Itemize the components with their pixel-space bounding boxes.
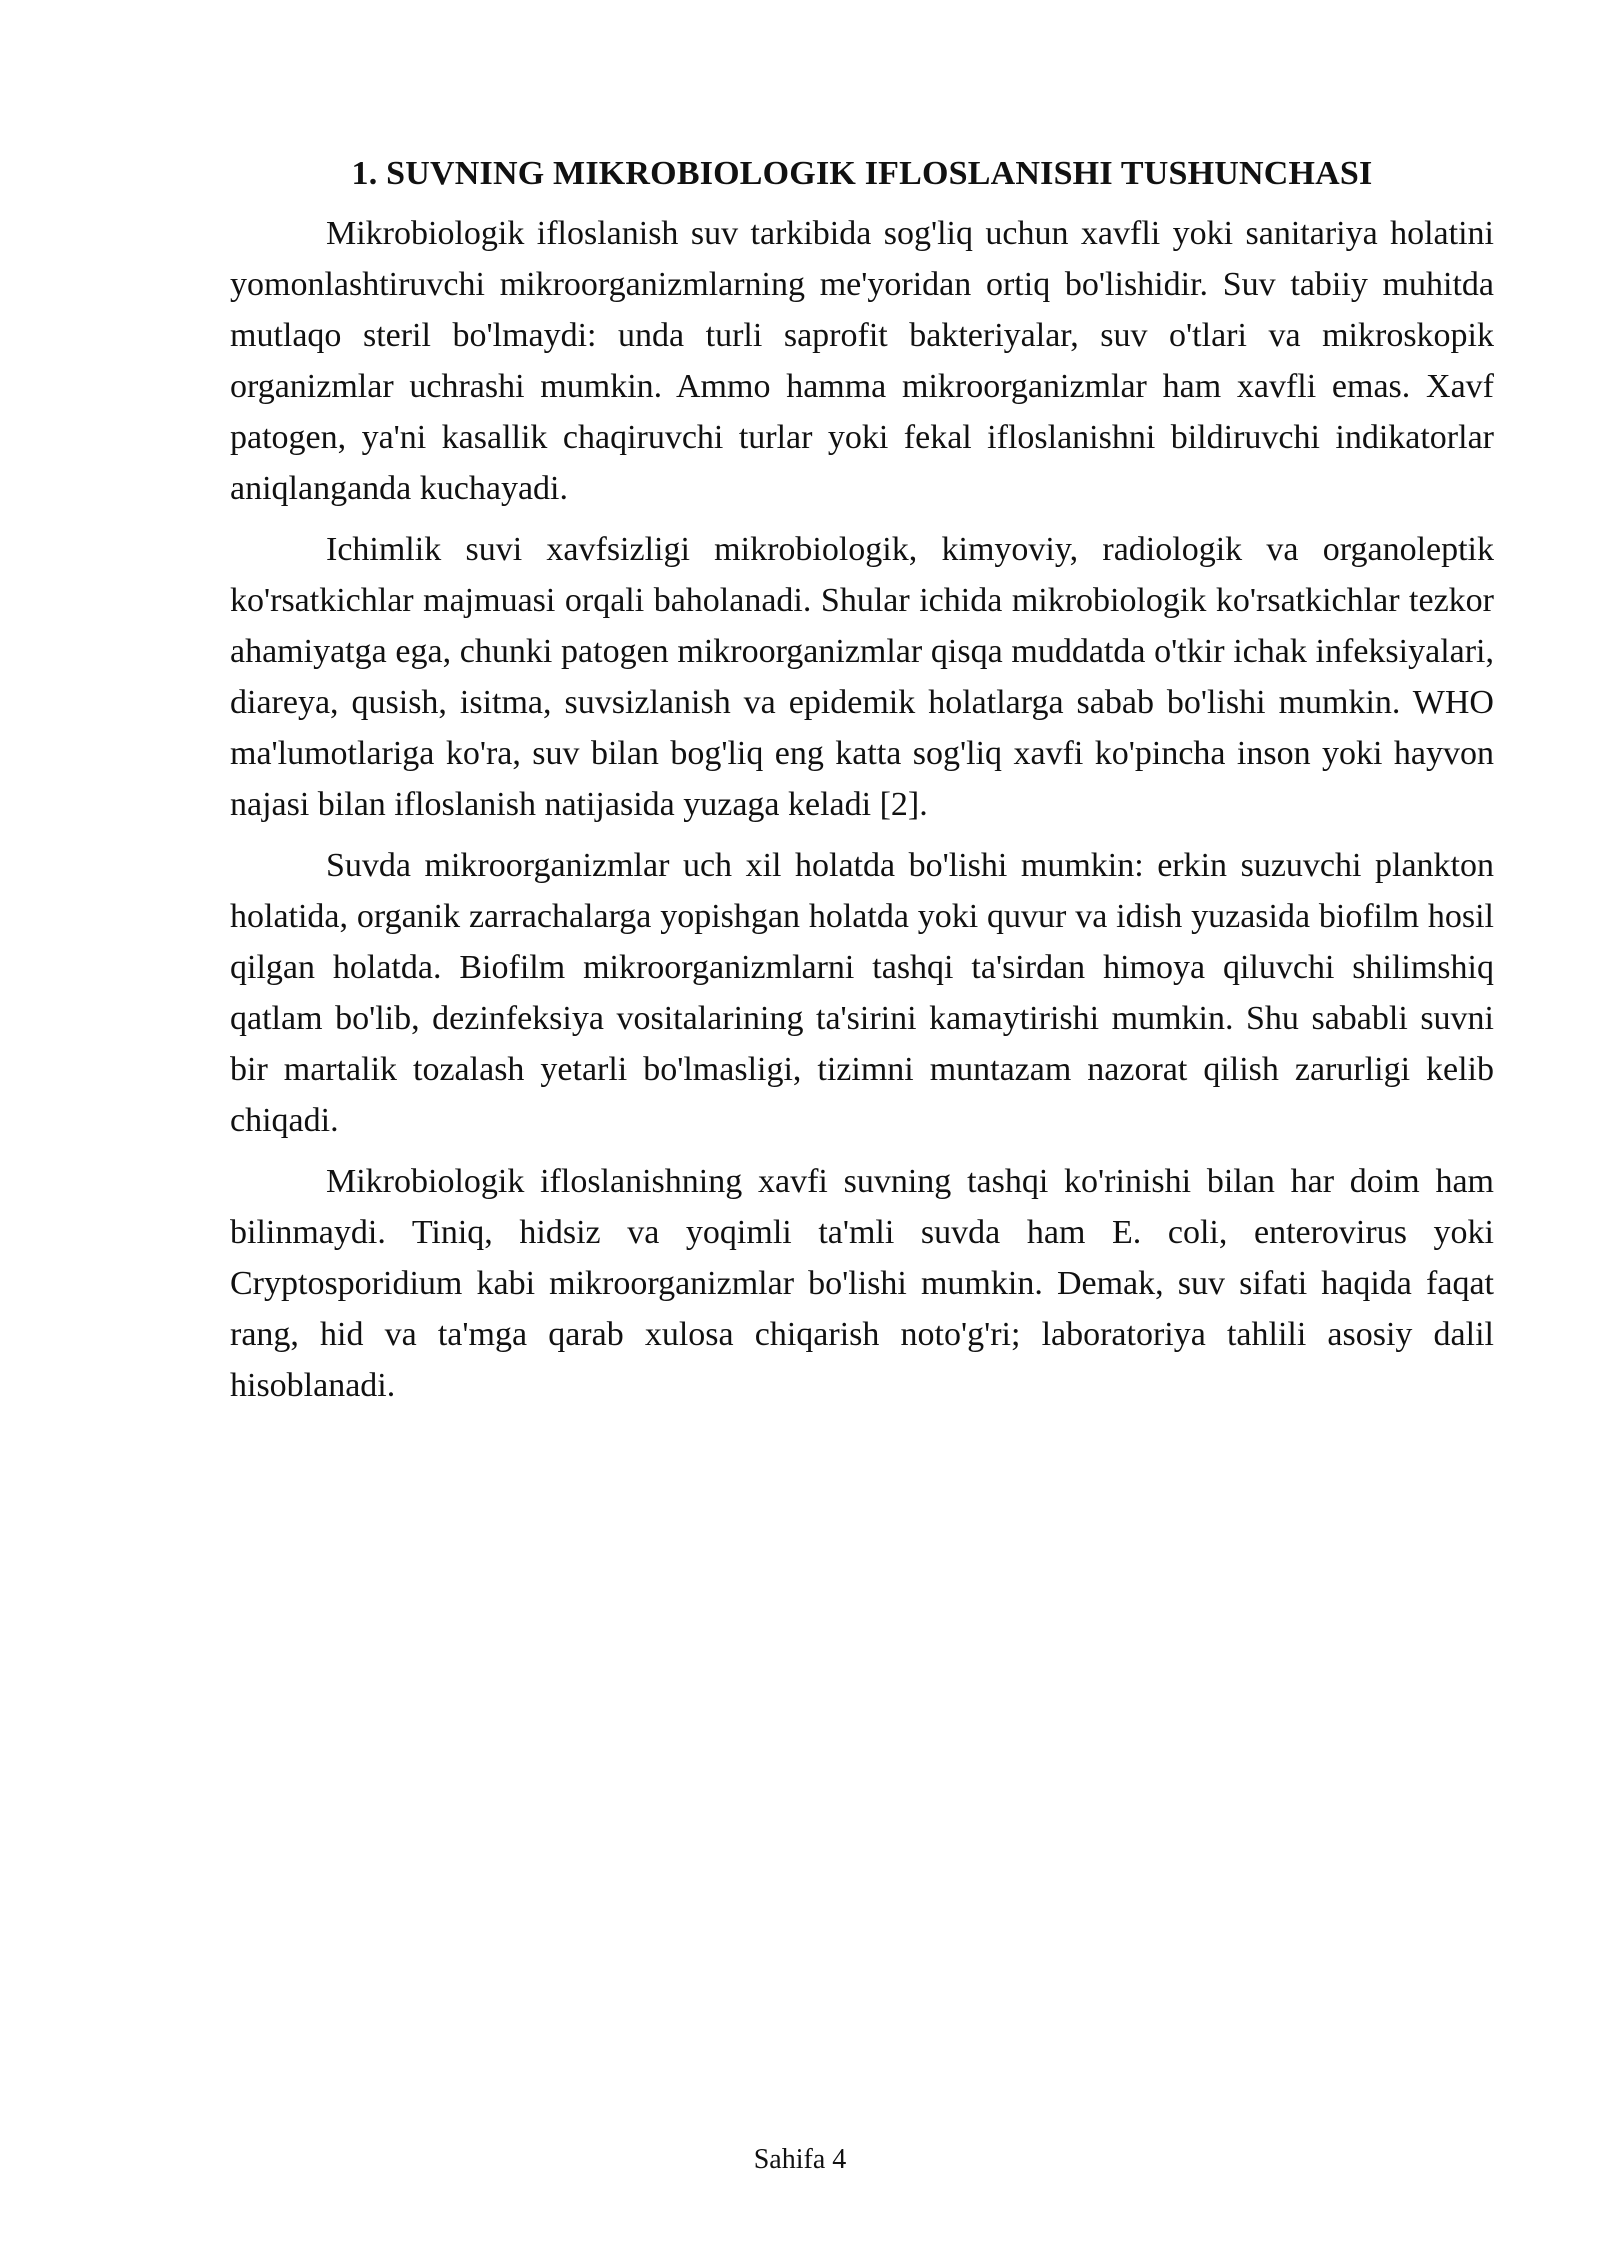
- paragraph-microorganism-states: Suvda mikroorganizmlar uch xil holatda bo'lishi mumkin: erkin suzuvchi plankton holatida, organik zarrachalarga yopishgan holatda yoki quvur va idish yuzasida biofilm hosil qilgan holatda. Biofilm mikroorganizmlarni tashqi ta'sirdan himoya qiluvchi shilimshiq qatlam bo'lib, dezinfeksiya vositalarining ta'sirini kamaytirishi mumkin. Shu sababli suvni bir martalik tozalash yetarli bo'lmasligi, tizimni muntazam nazorat qilish zarurligi kelib chiqadi.: [230, 847, 1494, 1139]
- paragraph-safety-indicators: Ichimlik suvi xavfsizligi mikrobiologik, kimyoviy, radiologik va organoleptik ko'rsatkichlar majmuasi orqali baholanadi. Shular ichida mikrobiologik ko'rsatkichlar tezkor ahamiyatga ega, chunki patogen mikroorganizmlar qisqa muddatda o'tkir ichak infeksiyalari, diareya, qusish, isitma, suvsizlanish va epidemik holatlarga sabab bo'lishi mumkin. WHO ma'lumotlariga ko'ra, suv bilan bog'liq eng katta sog'liq xavfi ko'pincha inson yoki hayvon najasi bilan ifloslanish natijasida yuzaga keladi [2].: [230, 531, 1494, 823]
- paragraph-hidden-risk: Mikrobiologik ifloslanishning xavfi suvning tashqi ko'rinishi bilan har doim ham bilinmaydi. Tiniq, hidsiz va yoqimli ta'mli suvda ham E. coli, enterovirus yoki Cryptosporidium kabi mikroorganizmlar bo'lishi mumkin. Demak, suv sifati haqida faqat rang, hid va ta'mga qarab xulosa chiqarish noto'g'ri; laboratoriya tahlili asosiy dalil hisoblanadi.: [230, 1163, 1494, 1404]
- section-title: 1. SUVNING MIKROBIOLOGIK IFLOSLANISHI TUSHUNCHASI: [351, 155, 1373, 192]
- page-content: [230, 148, 1494, 1421]
- page-number-footer: Sahifa 4: [753, 2144, 847, 2175]
- paragraph-definition: Mikrobiologik ifloslanish suv tarkibida sog'liq uchun xavfli yoki sanitariya holatini yomonlashtiruvchi mikroorganizmlarning me'yoridan ortiq bo'lishidir. Suv tabiiy muhitda mutlaqo steril bo'lmaydi: unda turli saprofit bakteriyalar, suv o'tlari va mikroskopik organizmlar uchrashi mumkin. Ammo hamma mikroorganizmlar ham xavfli emas. Xavf patogen, ya'ni kasallik chaqiruvchi turlar yoki fekal ifloslanishni bildiruvchi indikatorlar aniqlanganda kuchayadi.: [230, 215, 1494, 507]
